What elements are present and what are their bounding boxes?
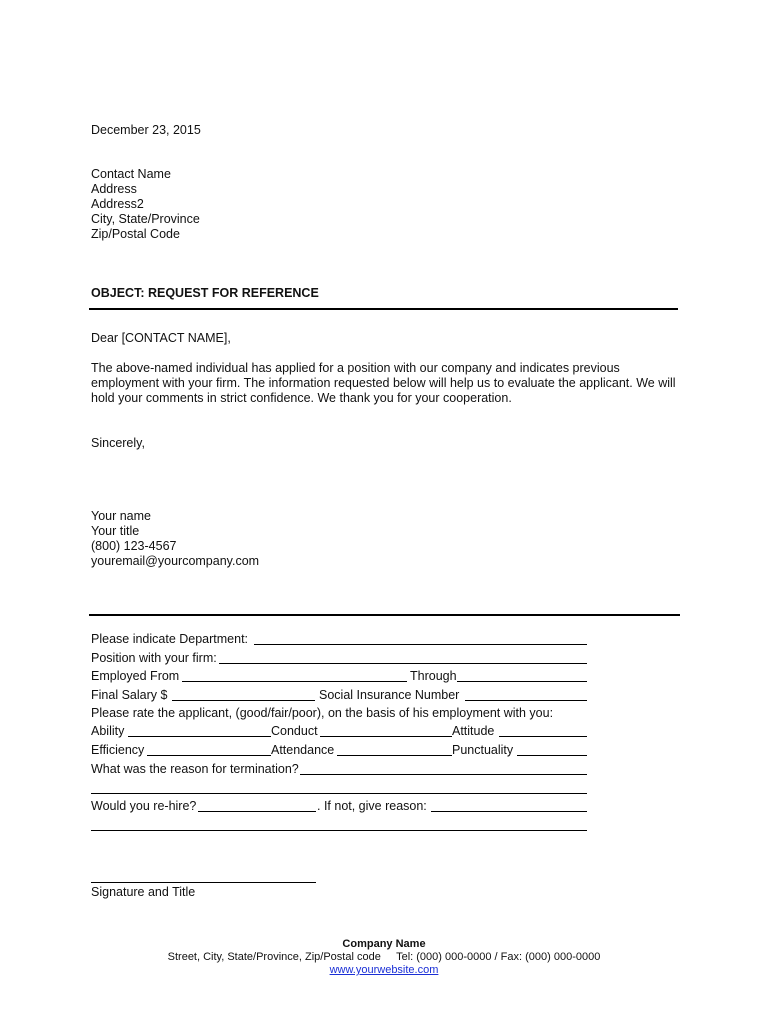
sender-phone: (800) 123-4567	[91, 539, 177, 553]
footer-company: Company Name	[342, 938, 426, 950]
form-divider	[89, 614, 680, 616]
attitude-label: Attitude	[452, 724, 495, 738]
employed-from-field[interactable]	[182, 681, 407, 682]
sender-title: Your title	[91, 524, 140, 538]
ability-field[interactable]	[128, 736, 271, 737]
employed-from-label: Employed From	[91, 669, 180, 683]
termination-field[interactable]	[300, 774, 587, 775]
rehire-label: Would you re-hire?	[91, 799, 197, 813]
department-field[interactable]	[254, 644, 587, 645]
conduct-label: Conduct	[271, 724, 318, 738]
salutation: Dear [CONTACT NAME],	[91, 331, 231, 345]
footer-address: Street, City, State/Province, Zip/Postal code	[167, 951, 381, 963]
footer-address-line	[0, 951, 768, 965]
recipient-city: City, State/Province	[91, 212, 200, 226]
recipient-zip: Zip/Postal Code	[91, 227, 180, 241]
closing: Sincerely,	[91, 436, 145, 450]
punctuality-label: Punctuality	[452, 743, 514, 757]
termination-label: What was the reason for termination?	[91, 762, 299, 776]
sender-email: youremail@yourcompany.com	[91, 554, 260, 568]
rate-prompt: Please rate the applicant, (good/fair/poor), on the basis of his employment with you:	[91, 706, 554, 720]
signature-field[interactable]	[91, 882, 316, 883]
object-divider	[89, 308, 678, 310]
punctuality-field[interactable]	[517, 755, 587, 756]
recipient-address: Address	[91, 182, 137, 196]
ability-label: Ability	[91, 724, 125, 738]
position-label: Position with your firm:	[91, 651, 217, 665]
through-field[interactable]	[457, 681, 587, 682]
footer-website-line	[0, 964, 768, 978]
final-salary-label: Final Salary $	[91, 688, 168, 702]
sin-label: Social Insurance Number	[319, 688, 460, 702]
reason-field[interactable]	[431, 811, 587, 812]
termination-field-2[interactable]	[91, 793, 587, 794]
body-line-3: hold your comments in strict confidence. We thank you for your cooperation.	[91, 391, 512, 405]
conduct-field[interactable]	[320, 736, 452, 737]
sender-name: Your name	[91, 509, 151, 523]
attitude-field[interactable]	[499, 736, 587, 737]
position-field[interactable]	[219, 663, 587, 664]
footer-contact: Tel: (000) 000-0000 / Fax: (000) 000-0000	[396, 951, 601, 963]
through-label: Through	[410, 669, 457, 683]
body-line-1: The above-named individual has applied for a position with our company and indicates previous	[91, 361, 620, 375]
recipient-address2: Address2	[91, 197, 144, 211]
final-salary-field[interactable]	[172, 700, 315, 701]
rehire-field[interactable]	[198, 811, 316, 812]
letter-object: OBJECT: REQUEST FOR REFERENCE	[91, 286, 319, 300]
recipient-name: Contact Name	[91, 167, 171, 181]
reason-field-2[interactable]	[91, 830, 587, 831]
department-label: Please indicate Department:	[91, 632, 249, 646]
reason-label: . If not, give reason:	[317, 799, 427, 813]
sin-field[interactable]	[465, 700, 587, 701]
efficiency-label: Efficiency	[91, 743, 145, 757]
signature-label: Signature and Title	[91, 885, 196, 899]
attendance-field[interactable]	[337, 755, 452, 756]
efficiency-field[interactable]	[147, 755, 271, 756]
attendance-label: Attendance	[271, 743, 335, 757]
footer-website-link[interactable]: www.yourwebsite.com	[329, 964, 439, 976]
letter-date: December 23, 2015	[91, 123, 201, 137]
body-line-2: employment with your firm. The information requested below will help us to evaluate the applicant. We will	[91, 376, 676, 390]
